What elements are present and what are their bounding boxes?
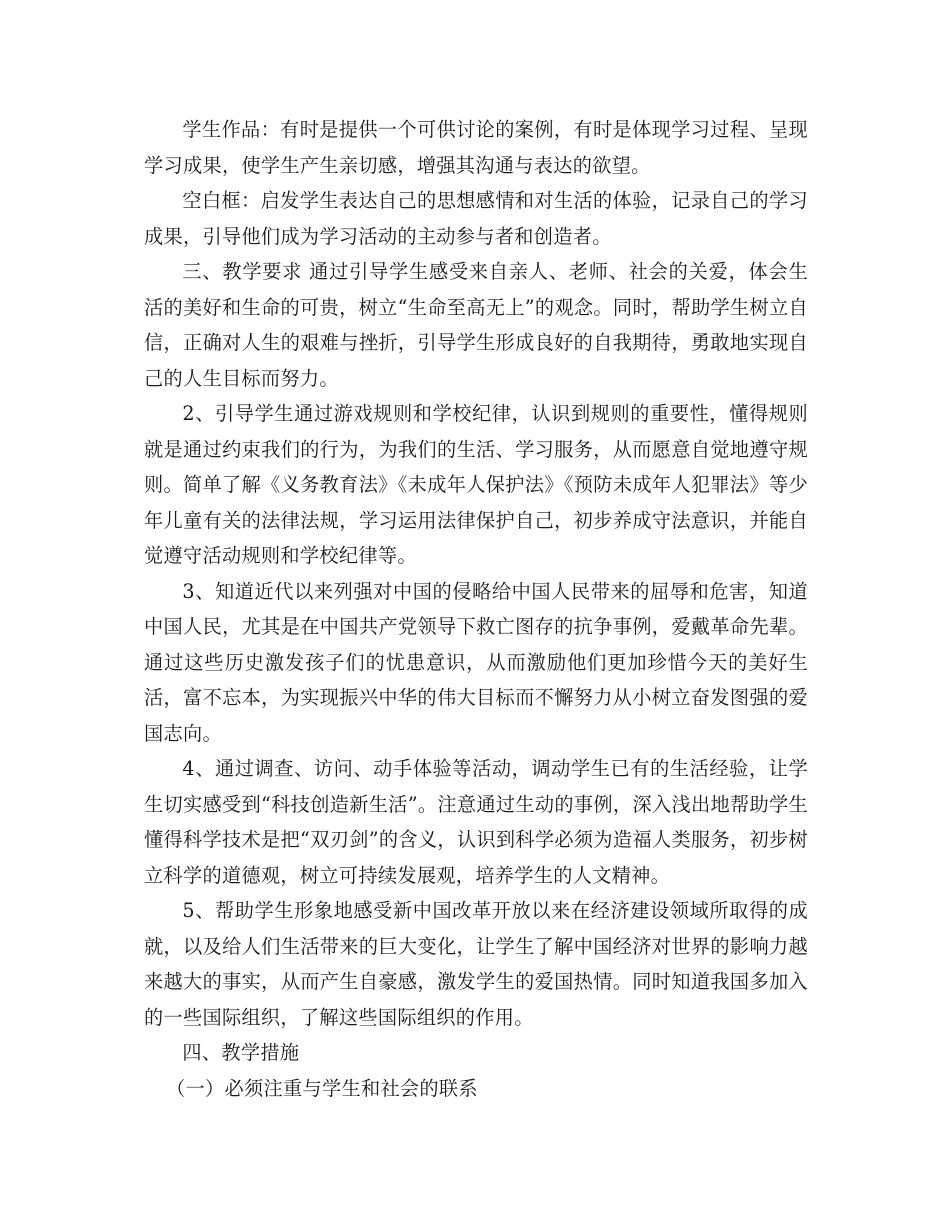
paragraph-item-4: 4、通过调查、访问、动手体验等活动，调动学生已有的生活经验，让学生切实感受到“科技创造新生活”。注意通过生动的事例，深入浅出地帮助学生懂得科学技术是把“双刃剑”的含义，认识到科学必须为造福人类服务，初步树立科学的道德观，树立可持续发展观，培养学生的人文精神。	[144, 757, 808, 887]
paragraph-student-works: 学生作品：有时是提供一个可供讨论的案例，有时是体现学习过程、呈现学习成果，使学生产生亲切感，增强其沟通与表达的欲望。	[144, 118, 808, 177]
document-page	[144, 112, 808, 1106]
paragraph-blank-box: 空白框：启发学生表达自己的思想感情和对生活的体验，记录自己的学习成果，引导他们成为学习活动的主动参与者和创造者。	[144, 189, 808, 248]
section-heading-teaching-measures: 四、教学措施	[182, 1041, 300, 1064]
subsection-heading-1: （一）必须注重与学生和社会的联系	[166, 1076, 478, 1100]
paragraph-item-5: 5、帮助学生形象地感受新中国改革开放以来在经济建设领域所取得的成就，以及给人们生活带来的巨大变化，让学生了解中国经济对世界的影响力越来越大的事实，从而产生自豪感，激发学生的爱国热情。同时知道我国多加入的一些国际组织，了解这些国际组织的作用。	[144, 899, 808, 1029]
paragraph-item-2: 2、引导学生通过游戏规则和学校纪律，认识到规则的重要性，懂得规则就是通过约束我们的行为，为我们的生活、学习服务，从而愿意自觉地遵守规则。简单了解《义务教育法》《未成年人保护法》《预防未成年人犯罪法》等少年儿童有关的法律法规，学习运用法律保护自己，初步养成守法意识，并能自觉遵守活动规则和学校纪律等。	[144, 402, 808, 567]
paragraph-teaching-requirements: 三、教学要求 通过引导学生感受来自亲人、老师、社会的关爱，体会生活的美好和生命的可贵，树立“生命至高无上”的观念。同时，帮助学生树立自信，正确对人生的艰难与挫折，引导学生形成良好的自我期待，勇敢地实现自己的人生目标而努力。	[144, 260, 808, 390]
paragraph-item-3: 3、知道近代以来列强对中国的侵略给中国人民带来的屈辱和危害，知道中国人民，尤其是在中国共产党领导下救亡图存的抗争事例，爱戴革命先辈。通过这些历史激发孩子们的忧患意识，从而激励他们更加珍惜今天的美好生活，富不忘本，为实现振兴中华的伟大目标而不懈努力从小树立奋发图强的爱国志向。	[144, 579, 808, 745]
